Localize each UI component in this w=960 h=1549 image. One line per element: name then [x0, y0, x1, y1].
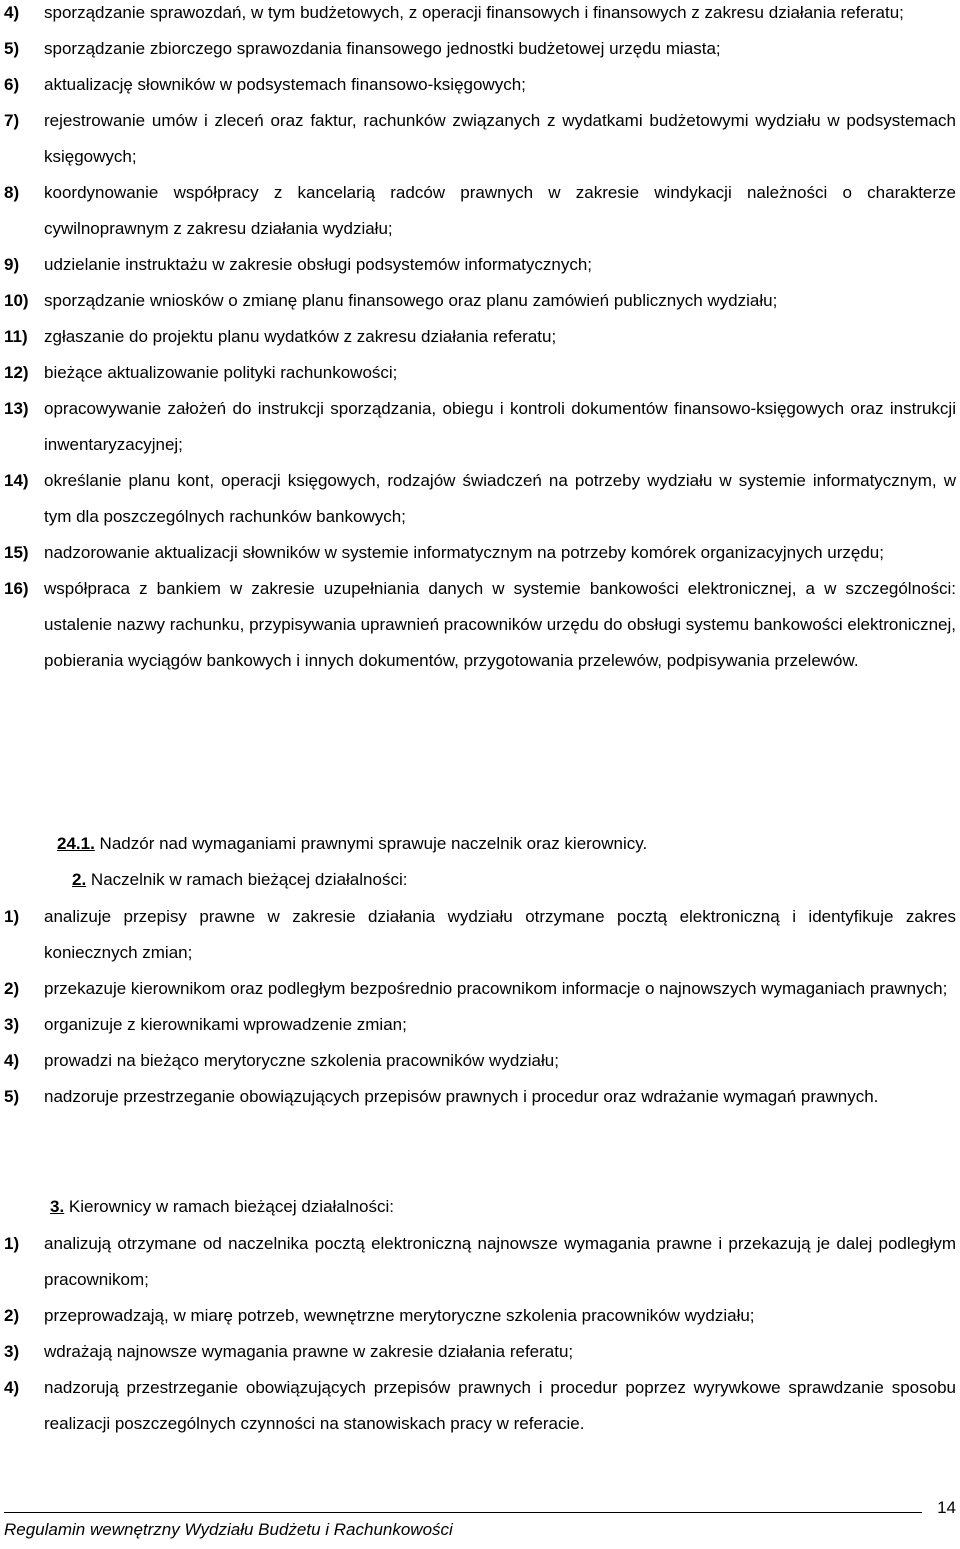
footer-divider	[4, 1512, 922, 1513]
item-text: wdrażają najnowsze wymagania prawne w zakresie działania referatu;	[44, 1342, 574, 1361]
footer-document-title: Regulamin wewnętrzny Wydziału Budżetu i Rachunkowości	[4, 1520, 453, 1539]
item-number: 14)	[4, 471, 29, 490]
section-3-heading	[50, 1189, 394, 1225]
item-text: nadzoruje przestrzeganie obowiązujących przepisów prawnych i procedur oraz wdrażanie wymagań prawnych.	[44, 1087, 879, 1106]
item-text: analizują otrzymane od naczelnika pocztą elektroniczną najnowsze wymagania prawne i przekazują je dalej podległym pracownikom;	[44, 1234, 956, 1289]
item-number: 2)	[4, 979, 20, 998]
item-number: 12)	[4, 363, 29, 382]
item-text: bieżące aktualizowanie polityki rachunkowości;	[44, 363, 398, 382]
item-number: 6)	[4, 75, 20, 94]
list-item	[4, 391, 956, 463]
list-item	[4, 355, 956, 391]
item-text: udzielanie instruktażu w zakresie obsługi podsystemów informatycznych;	[44, 255, 593, 274]
item-text: nadzorują przestrzeganie obowiązujących przepisów prawnych i procedur poprzez wyrywkowe sprawdzanie sposobu realizacji poszczególnych czynności na stanowiskach pracy w referacie.	[44, 1378, 956, 1433]
list-item	[4, 103, 956, 175]
item-text: współpraca z bankiem w zakresie uzupełniania danych w systemie bankowości elektronicznej, a w szczególności: ustalenie nazwy rachunku, przypisywania uprawnień pracowników urzędu do obsługi systemu bankowości elektronicznej, pobierania wyciągów bankowych i innych dokumentów, przygotowania przelewów, podpisywania przelewów.	[44, 579, 956, 670]
section-text: Naczelnik w ramach bieżącej działalności:	[90, 870, 408, 889]
item-number: 16)	[4, 579, 29, 598]
item-text: rejestrowanie umów i zleceń oraz faktur, rachunków związanych z wydatkami budżetowymi wydziału w podsystemach księgowych;	[44, 111, 956, 166]
section-text: Kierownicy w ramach bieżącej działalności:	[68, 1197, 394, 1216]
item-text: nadzorowanie aktualizacji słowników w systemie informatycznym na potrzeby komórek organizacyjnych urzędu;	[44, 543, 884, 562]
list-item	[4, 899, 956, 971]
list-item	[4, 1370, 956, 1442]
item-number: 9)	[4, 255, 20, 274]
page-number: 14	[937, 1498, 956, 1517]
item-text: przeprowadzają, w miarę potrzeb, wewnętrzne merytoryczne szkolenia pracowników wydziału;	[44, 1306, 755, 1325]
item-text: analizuje przepisy prawne w zakresie działania wydziału otrzymane pocztą elektroniczną i identyfikuje zakres koniecznych zmian;	[44, 907, 956, 962]
item-number: 5)	[4, 39, 20, 58]
item-number: 2)	[4, 1306, 20, 1325]
list-item	[4, 31, 956, 67]
list-item	[4, 1226, 956, 1298]
list-item	[4, 971, 956, 1007]
duties-list-continued	[0, 0, 956, 679]
item-text: prowadzi na bieżąco merytoryczne szkolenia pracowników wydziału;	[44, 1051, 559, 1070]
list-item	[4, 535, 956, 571]
item-text: aktualizację słowników w podsystemach finansowo-księgowych;	[44, 75, 526, 94]
section-number: 3.	[50, 1197, 65, 1216]
item-number: 4)	[4, 1378, 20, 1397]
item-text: sporządzanie zbiorczego sprawozdania finansowego jednostki budżetowej urzędu miasta;	[44, 39, 721, 58]
item-number: 7)	[4, 111, 20, 130]
item-text: przekazuje kierownikom oraz podległym bezpośrednio pracownikom informacje o najnowszych wymaganiach prawnych;	[44, 979, 948, 998]
list-item	[4, 463, 956, 535]
section-24-heading	[57, 826, 647, 862]
list-item	[4, 1298, 956, 1334]
item-text: organizuje z kierownikami wprowadzenie zmian;	[44, 1015, 407, 1034]
page-footer	[4, 1498, 956, 1542]
list-item	[4, 283, 956, 319]
list-item	[4, 0, 956, 31]
item-number: 1)	[4, 1234, 20, 1253]
item-number: 4)	[4, 1051, 20, 1070]
list-item	[4, 1334, 956, 1370]
list-item	[4, 1079, 956, 1115]
item-number: 11)	[4, 327, 28, 346]
section-number: 2.	[72, 870, 87, 889]
item-text: sporządzanie wniosków o zmianę planu finansowego oraz planu zamówień publicznych wydziału;	[44, 291, 778, 310]
item-text: określanie planu kont, operacji księgowych, rodzajów świadczeń na potrzeby wydziału w systemie informatycznym, w tym dla poszczególnych rachunków bankowych;	[44, 471, 956, 526]
list-item	[4, 175, 956, 247]
item-text: zgłaszanie do projektu planu wydatków z zakresu działania referatu;	[44, 327, 557, 346]
item-number: 3)	[4, 1342, 20, 1361]
item-number: 8)	[4, 183, 20, 202]
item-number: 15)	[4, 543, 29, 562]
list-item	[4, 247, 956, 283]
kierownicy-duties-list	[0, 1226, 956, 1442]
item-number: 13)	[4, 399, 29, 418]
item-number: 3)	[4, 1015, 20, 1034]
section-number: 24.1.	[57, 834, 95, 853]
naczelnik-duties-list	[0, 899, 956, 1115]
list-item	[4, 1007, 956, 1043]
item-text: koordynowanie współpracy z kancelarią radców prawnych w zakresie windykacji należności o charakterze cywilnoprawnym z zakresu działania wydziału;	[44, 183, 956, 238]
item-number: 5)	[4, 1087, 20, 1106]
item-text: sporządzanie sprawozdań, w tym budżetowych, z operacji finansowych i finansowych z zakresu działania referatu;	[44, 3, 904, 22]
section-text: Nadzór nad wymaganiami prawnymi sprawuje naczelnik oraz kierownicy.	[99, 834, 648, 853]
item-number: 4)	[4, 3, 20, 22]
item-number: 1)	[4, 907, 20, 926]
list-item	[4, 319, 956, 355]
list-item	[4, 571, 956, 679]
item-number: 10)	[4, 291, 29, 310]
list-item	[4, 1043, 956, 1079]
list-item	[4, 67, 956, 103]
item-text: opracowywanie założeń do instrukcji sporządzania, obiegu i kontroli dokumentów finansowo-księgowych oraz instrukcji inwentaryzacyjnej;	[44, 399, 956, 454]
section-2-heading	[72, 862, 407, 898]
